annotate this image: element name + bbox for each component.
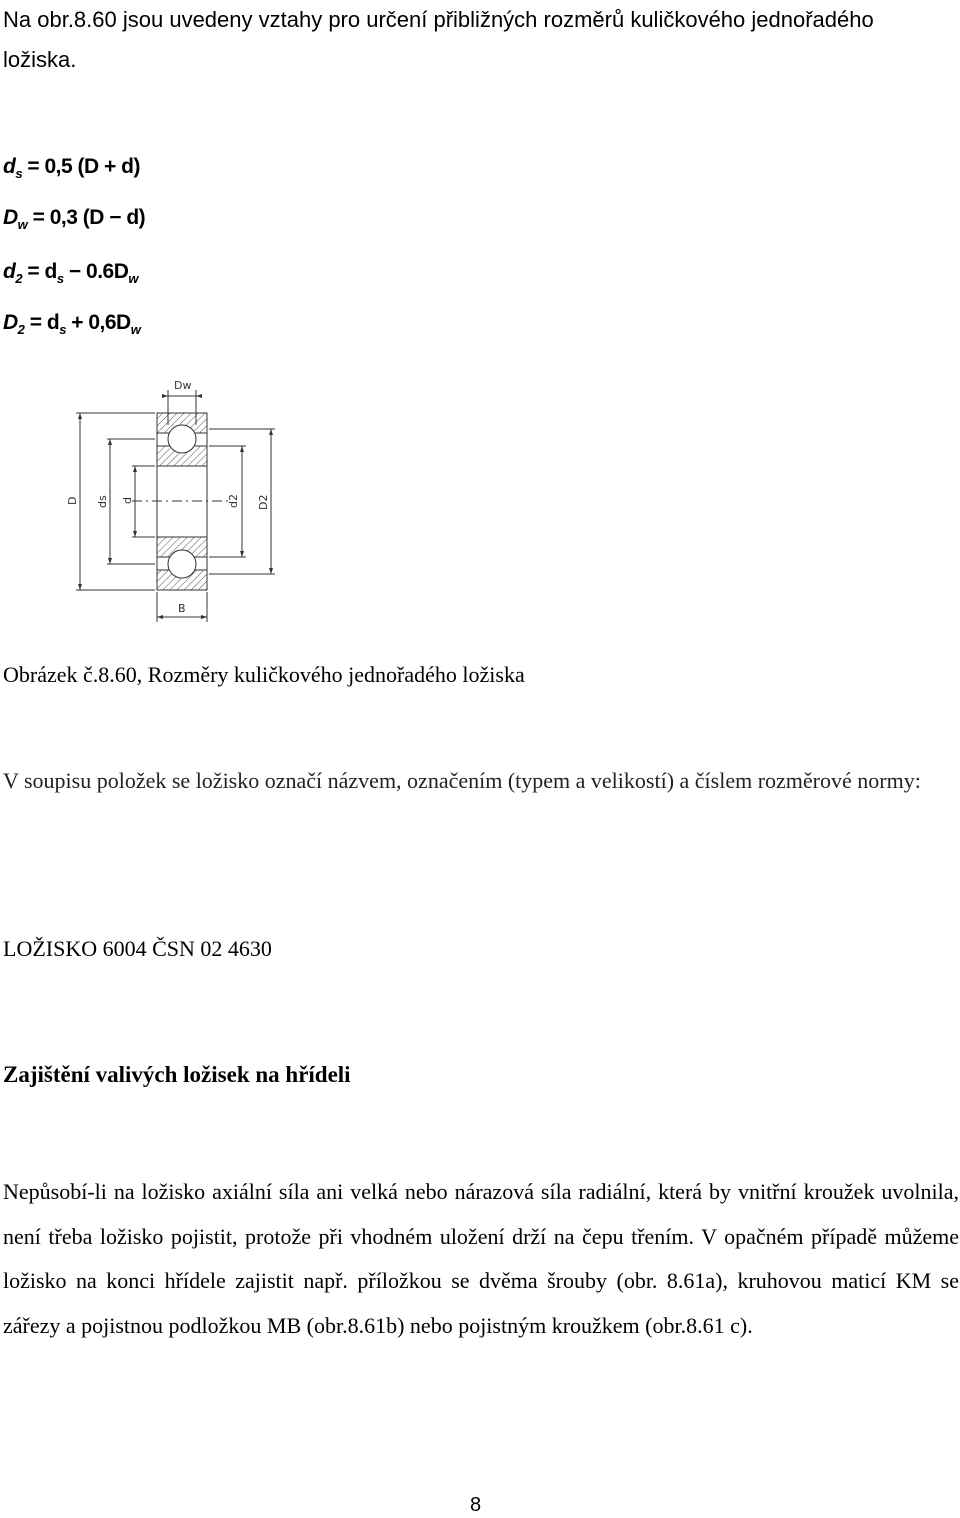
label-d: d <box>121 497 134 504</box>
label-dw: Dw <box>174 379 192 392</box>
bearing-drawing <box>50 370 290 630</box>
paragraph-securing: Nepůsobí-li na ložisko axiální síla ani velká nebo nárazová síla radiální, která by vnitřní kroužek uvolnila, není třeba ložisko pojistit, protože při vhodném uložení drží na čepu třením. V opačném případě můžeme ložisko na konci hřídele zajistit např. příložkou se dvěma šrouby (obr. 8.61a), kruhovou maticí KM se zářezy a pojistnou podložkou MB (obr.8.61b) nebo pojistným kroužkem (obr.8.61 c). <box>3 1179 959 1338</box>
label-D: D <box>66 496 79 505</box>
page-number: 8 <box>470 1494 482 1516</box>
ball-bottom <box>168 550 196 578</box>
formula-d2: $d_2 = d_s - 0.6D_w$ <box>3 260 138 287</box>
label-d2: d2 <box>227 494 240 508</box>
figure-caption: Obrázek č.8.60, Rozměry kuličkového jednořadého ložiska <box>3 662 525 687</box>
bearing-designation: LOŽISKO 6004 ČSN 02 4630 <box>3 936 272 961</box>
intro-text: Na obr.8.60 jsou uvedeny vztahy pro určení přibližných rozměrů kuličkového jednořadého ložiska. <box>3 7 874 72</box>
label-ds: ds <box>96 495 109 508</box>
formula-ds: $d_s = 0,5$ (D + d) <box>3 155 140 182</box>
label-b: B <box>178 602 186 615</box>
formula-dw: $D_w = 0,3$ (D − d) <box>3 206 146 233</box>
section-heading: Zajištění valivých ložisek na hřídeli <box>3 1062 351 1087</box>
paragraph-designation-intro: V soupisu položek se ložisko označí názvem, označením (typem a velikostí) a číslem rozměrové normy: <box>3 768 921 793</box>
formula-D2: $D_2 = d_s + 0,6D_w$ <box>3 311 141 338</box>
label-D2: D2 <box>257 494 270 510</box>
ball-top <box>168 425 196 453</box>
